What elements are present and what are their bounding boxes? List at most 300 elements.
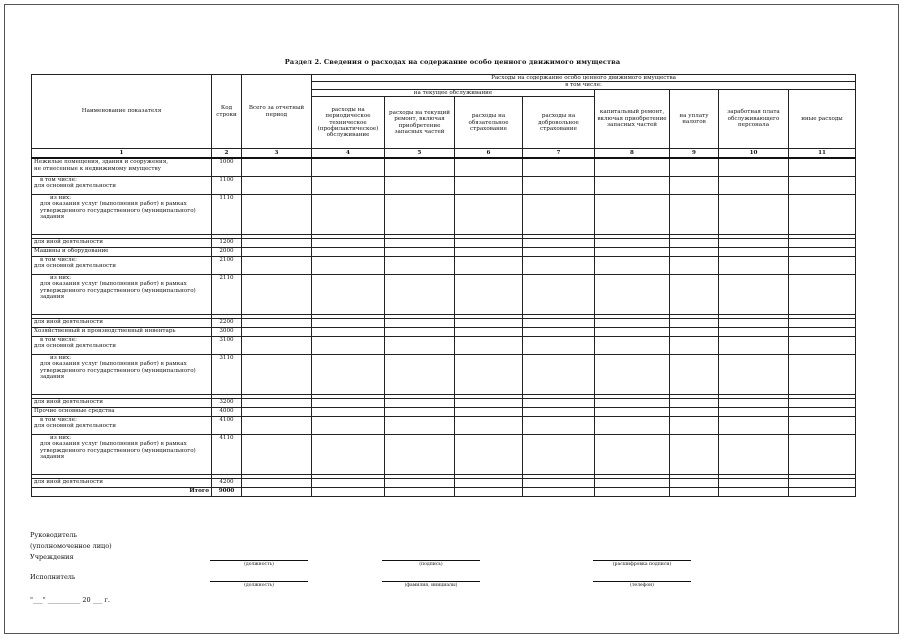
value-cell[interactable] <box>595 398 670 407</box>
value-cell[interactable] <box>670 354 719 394</box>
phone-line[interactable] <box>593 581 691 582</box>
row-code-cell <box>212 158 242 176</box>
value-cell[interactable] <box>719 398 789 407</box>
total-code-cell <box>212 487 242 496</box>
value-cell[interactable] <box>670 318 719 327</box>
value-cell[interactable] <box>242 416 312 434</box>
position-caption: (должность) <box>244 562 274 567</box>
value-cell[interactable] <box>455 407 523 416</box>
row-label-line: для основной деятельности <box>34 343 116 350</box>
column-number: 4 <box>312 149 385 159</box>
row-code-cell <box>212 407 242 416</box>
row-label <box>32 416 212 434</box>
executor-position-line[interactable] <box>210 581 308 582</box>
value-cell[interactable] <box>312 407 385 416</box>
executor-position-caption: (должность) <box>244 583 274 588</box>
value-cell[interactable] <box>242 318 312 327</box>
row-label-line: задания <box>40 214 65 221</box>
value-cell[interactable] <box>242 398 312 407</box>
row-label-line: из них: <box>50 354 72 361</box>
row-code-cell <box>212 256 242 274</box>
value-cell[interactable] <box>595 336 670 354</box>
institution-label: Учреждения <box>30 553 74 561</box>
value-cell[interactable] <box>523 336 595 354</box>
phone-caption: (телефон) <box>630 583 654 588</box>
table-row <box>32 274 856 314</box>
row-label <box>32 238 212 247</box>
value-cell[interactable] <box>385 247 455 256</box>
value-cell[interactable] <box>719 256 789 274</box>
total-value-cell[interactable] <box>719 487 789 496</box>
header-current-maintenance: на текущее обслуживание <box>312 89 595 96</box>
row-label <box>32 318 212 327</box>
value-cell[interactable] <box>385 434 455 474</box>
row-code: 2000 <box>219 247 234 254</box>
row-code: 3200 <box>219 398 234 405</box>
row-label-line: утвержденного государственного (муниципального) <box>40 207 196 214</box>
value-cell[interactable] <box>455 327 523 336</box>
row-label-line: задания <box>40 294 65 301</box>
value-cell[interactable] <box>789 327 856 336</box>
value-cell[interactable] <box>523 327 595 336</box>
value-cell[interactable] <box>385 194 455 234</box>
value-cell[interactable] <box>523 238 595 247</box>
value-cell[interactable] <box>595 478 670 487</box>
value-cell[interactable] <box>670 434 719 474</box>
value-cell[interactable] <box>595 416 670 434</box>
header-col10: заработная плата обслуживающего персонала <box>719 89 789 148</box>
value-cell[interactable] <box>719 158 789 176</box>
value-cell[interactable] <box>312 416 385 434</box>
row-label-line: в том числе: <box>40 176 77 183</box>
value-cell[interactable] <box>312 478 385 487</box>
value-cell[interactable] <box>455 336 523 354</box>
value-cell[interactable] <box>595 318 670 327</box>
row-code: 2110 <box>219 274 234 281</box>
value-cell[interactable] <box>312 158 385 176</box>
row-label-line: Прочие основные средства <box>34 407 115 414</box>
row-label-line: для оказания услуг (выполнения работ) в рамках <box>40 281 187 288</box>
value-cell[interactable] <box>312 354 385 394</box>
head-label: Руководитель <box>30 531 78 539</box>
table-row <box>32 158 856 176</box>
row-code: 2200 <box>219 318 234 325</box>
column-number: 11 <box>789 149 856 159</box>
value-cell[interactable] <box>670 158 719 176</box>
header-col9: на уплату налогов <box>670 89 719 148</box>
value-cell[interactable] <box>595 354 670 394</box>
header-col11: иные расходы <box>789 89 856 148</box>
table-row <box>32 327 856 336</box>
value-cell[interactable] <box>595 247 670 256</box>
value-cell[interactable] <box>312 327 385 336</box>
row-code-cell <box>212 318 242 327</box>
expenses-table <box>31 74 856 497</box>
value-cell[interactable] <box>385 398 455 407</box>
header-col8: капитальный ремонт, включая приобретение запасных частей <box>595 89 670 148</box>
executor-name-line[interactable] <box>382 581 480 582</box>
table-row <box>32 194 856 234</box>
row-code: 4100 <box>219 416 234 423</box>
row-label-line: Машины и оборудование <box>34 247 109 254</box>
row-label-line: из них: <box>50 434 72 441</box>
column-number: 1 <box>32 149 212 159</box>
value-cell[interactable] <box>719 434 789 474</box>
row-code-cell <box>212 416 242 434</box>
table-row <box>32 416 856 434</box>
value-cell[interactable] <box>385 176 455 194</box>
table-row <box>32 398 856 407</box>
value-cell[interactable] <box>789 256 856 274</box>
value-cell[interactable] <box>523 478 595 487</box>
value-cell[interactable] <box>242 176 312 194</box>
date-field[interactable]: "___" __________ 20 ___ г. <box>30 596 110 604</box>
value-cell[interactable] <box>242 194 312 234</box>
total-value-cell[interactable] <box>385 487 455 496</box>
value-cell[interactable] <box>523 407 595 416</box>
row-label-line: для иной деятельности <box>34 398 103 405</box>
value-cell[interactable] <box>670 176 719 194</box>
header-total: Всего за отчетный период <box>242 75 312 149</box>
row-label <box>32 327 212 336</box>
value-cell[interactable] <box>670 416 719 434</box>
section-title: Раздел 2. Сведения о расходах на содержание особо ценного движимого имущества <box>284 58 621 66</box>
value-cell[interactable] <box>719 318 789 327</box>
value-cell[interactable] <box>242 238 312 247</box>
value-cell[interactable] <box>670 327 719 336</box>
value-cell[interactable] <box>523 194 595 234</box>
value-cell[interactable] <box>670 247 719 256</box>
table-row <box>32 407 856 416</box>
value-cell[interactable] <box>523 398 595 407</box>
executor-label: Исполнитель <box>30 573 76 581</box>
value-cell[interactable] <box>242 247 312 256</box>
value-cell[interactable] <box>242 256 312 274</box>
column-number: 9 <box>670 149 719 159</box>
table-row <box>32 176 856 194</box>
header-expenses-group: Расходы на содержание особо ценного движимого имущества <box>312 75 856 82</box>
value-cell[interactable] <box>385 416 455 434</box>
value-cell[interactable] <box>523 247 595 256</box>
value-cell[interactable] <box>242 327 312 336</box>
row-code-cell <box>212 327 242 336</box>
value-cell[interactable] <box>455 256 523 274</box>
table-row <box>32 318 856 327</box>
row-label-line: для основной деятельности <box>34 263 116 270</box>
row-label-line: для основной деятельности <box>34 423 116 430</box>
row-label-line: для оказания услуг (выполнения работ) в рамках <box>40 201 187 208</box>
total-value-cell[interactable] <box>595 487 670 496</box>
table-row <box>32 354 856 394</box>
header-including: в том числе: <box>312 82 856 89</box>
row-code-cell <box>212 176 242 194</box>
value-cell[interactable] <box>455 478 523 487</box>
value-cell[interactable] <box>719 327 789 336</box>
table-row <box>32 256 856 274</box>
value-cell[interactable] <box>670 336 719 354</box>
row-label <box>32 274 212 314</box>
row-label <box>32 407 212 416</box>
head-authorized-label: (уполномоченное лицо) <box>30 542 112 550</box>
value-cell[interactable] <box>595 256 670 274</box>
value-cell[interactable] <box>789 194 856 234</box>
row-code: 4200 <box>219 478 234 485</box>
value-cell[interactable] <box>312 194 385 234</box>
row-label-line: для иной деятельности <box>34 478 103 485</box>
value-cell[interactable] <box>789 478 856 487</box>
row-label <box>32 478 212 487</box>
value-cell[interactable] <box>455 176 523 194</box>
row-code-cell <box>212 478 242 487</box>
row-label <box>32 247 212 256</box>
row-label <box>32 354 212 394</box>
value-cell[interactable] <box>523 318 595 327</box>
value-cell[interactable] <box>455 238 523 247</box>
value-cell[interactable] <box>595 407 670 416</box>
decoding-line[interactable] <box>593 560 691 561</box>
value-cell[interactable] <box>242 274 312 314</box>
total-value-cell[interactable] <box>523 487 595 496</box>
value-cell[interactable] <box>789 158 856 176</box>
total-value-cell[interactable] <box>789 487 856 496</box>
executor-name-caption: (фамилия, инициалы) <box>404 583 458 588</box>
header-indicator: Наименование показателя <box>32 75 212 149</box>
row-label-line: для оказания услуг (выполнения работ) в рамках <box>40 361 187 368</box>
total-label: Итого <box>189 487 209 494</box>
column-numbers-row <box>32 149 856 159</box>
value-cell[interactable] <box>789 354 856 394</box>
row-label-line: утвержденного государственного (муниципального) <box>40 447 196 454</box>
value-cell[interactable] <box>595 194 670 234</box>
row-code: 3110 <box>219 354 234 361</box>
value-cell[interactable] <box>242 158 312 176</box>
row-code: 3000 <box>219 327 234 334</box>
value-cell[interactable] <box>385 327 455 336</box>
row-code-cell <box>212 398 242 407</box>
row-code: 3100 <box>219 336 234 343</box>
row-code-cell <box>212 238 242 247</box>
value-cell[interactable] <box>385 274 455 314</box>
total-value-cell[interactable] <box>242 487 312 496</box>
value-cell[interactable] <box>670 274 719 314</box>
column-number: 6 <box>455 149 523 159</box>
value-cell[interactable] <box>595 238 670 247</box>
row-label-line: для иной деятельности <box>34 238 103 245</box>
decoding-caption: (расшифровка подписи) <box>612 562 672 567</box>
value-cell[interactable] <box>523 158 595 176</box>
value-cell[interactable] <box>595 274 670 314</box>
value-cell[interactable] <box>789 416 856 434</box>
value-cell[interactable] <box>719 247 789 256</box>
signature-line[interactable] <box>382 560 480 561</box>
value-cell[interactable] <box>670 238 719 247</box>
row-label-line: из них: <box>50 274 72 281</box>
column-number: 5 <box>385 149 455 159</box>
total-code: 9000 <box>218 487 235 494</box>
value-cell[interactable] <box>312 274 385 314</box>
value-cell[interactable] <box>312 398 385 407</box>
row-label <box>32 176 212 194</box>
value-cell[interactable] <box>719 354 789 394</box>
row-label-line: задания <box>40 374 65 381</box>
row-label-line: Нежилые помещения, здания и сооружения, <box>34 159 169 166</box>
value-cell[interactable] <box>385 478 455 487</box>
value-cell[interactable] <box>455 274 523 314</box>
value-cell[interactable] <box>523 256 595 274</box>
header-col6: расходы на обязательное страхование <box>455 97 523 149</box>
row-label-line: для оказания услуг (выполнения работ) в рамках <box>40 441 187 448</box>
value-cell[interactable] <box>595 158 670 176</box>
row-label-line: для основной деятельности <box>34 183 116 190</box>
value-cell[interactable] <box>312 336 385 354</box>
row-label-line: в том числе: <box>40 336 77 343</box>
value-cell[interactable] <box>312 247 385 256</box>
row-label-line: задания <box>40 454 65 461</box>
value-cell[interactable] <box>789 407 856 416</box>
row-code-cell <box>212 336 242 354</box>
total-value-cell[interactable] <box>455 487 523 496</box>
value-cell[interactable] <box>595 434 670 474</box>
value-cell[interactable] <box>242 434 312 474</box>
value-cell[interactable] <box>385 318 455 327</box>
table-row <box>32 247 856 256</box>
row-code: 1100 <box>219 176 234 183</box>
value-cell[interactable] <box>670 478 719 487</box>
row-label <box>32 158 212 176</box>
table-row <box>32 434 856 474</box>
value-cell[interactable] <box>670 194 719 234</box>
value-cell[interactable] <box>719 238 789 247</box>
value-cell[interactable] <box>455 318 523 327</box>
row-code-cell <box>212 354 242 394</box>
row-label-line: в том числе: <box>40 416 77 423</box>
position-line[interactable] <box>210 560 308 561</box>
value-cell[interactable] <box>385 407 455 416</box>
row-code-cell <box>212 194 242 234</box>
value-cell[interactable] <box>455 416 523 434</box>
value-cell[interactable] <box>719 407 789 416</box>
value-cell[interactable] <box>385 158 455 176</box>
table-row <box>32 238 856 247</box>
row-label <box>32 194 212 234</box>
value-cell[interactable] <box>789 238 856 247</box>
value-cell[interactable] <box>789 176 856 194</box>
total-label-cell <box>32 487 212 496</box>
row-code-cell <box>212 247 242 256</box>
row-label <box>32 256 212 274</box>
value-cell[interactable] <box>385 256 455 274</box>
row-code-cell <box>212 274 242 314</box>
total-row <box>32 487 856 496</box>
value-cell[interactable] <box>595 327 670 336</box>
value-cell[interactable] <box>242 407 312 416</box>
value-cell[interactable] <box>719 194 789 234</box>
value-cell[interactable] <box>523 274 595 314</box>
row-label <box>32 336 212 354</box>
row-label-line: из них: <box>50 194 72 201</box>
value-cell[interactable] <box>670 256 719 274</box>
value-cell[interactable] <box>789 318 856 327</box>
value-cell[interactable] <box>312 238 385 247</box>
value-cell[interactable] <box>719 176 789 194</box>
value-cell[interactable] <box>719 416 789 434</box>
value-cell[interactable] <box>385 238 455 247</box>
signature-caption: (подпись) <box>419 562 443 567</box>
value-cell[interactable] <box>670 398 719 407</box>
row-label-line: Хозяйственный и производственный инвентарь <box>34 327 176 334</box>
value-cell[interactable] <box>789 398 856 407</box>
value-cell[interactable] <box>719 478 789 487</box>
value-cell[interactable] <box>385 336 455 354</box>
value-cell[interactable] <box>242 336 312 354</box>
column-number: 8 <box>595 149 670 159</box>
header-col4: расходы на периодическое техническое (профилактическое) обслуживание <box>312 97 385 149</box>
table-row <box>32 336 856 354</box>
value-cell[interactable] <box>523 434 595 474</box>
column-number: 7 <box>523 149 595 159</box>
value-cell[interactable] <box>670 407 719 416</box>
row-code: 1000 <box>219 159 234 166</box>
value-cell[interactable] <box>789 274 856 314</box>
row-label-line: в том числе: <box>40 256 77 263</box>
header-code: Код строки <box>212 75 242 149</box>
value-cell[interactable] <box>385 354 455 394</box>
value-cell[interactable] <box>789 434 856 474</box>
value-cell[interactable] <box>455 434 523 474</box>
value-cell[interactable] <box>789 336 856 354</box>
value-cell[interactable] <box>719 274 789 314</box>
value-cell[interactable] <box>312 256 385 274</box>
value-cell[interactable] <box>242 478 312 487</box>
value-cell[interactable] <box>789 247 856 256</box>
column-number: 10 <box>719 149 789 159</box>
value-cell[interactable] <box>455 354 523 394</box>
row-label <box>32 398 212 407</box>
row-code: 1200 <box>219 238 234 245</box>
value-cell[interactable] <box>455 247 523 256</box>
row-code-cell <box>212 434 242 474</box>
total-value-cell[interactable] <box>670 487 719 496</box>
row-code: 4000 <box>219 407 234 414</box>
table-body <box>32 158 856 496</box>
value-cell[interactable] <box>455 194 523 234</box>
column-number: 3 <box>242 149 312 159</box>
row-code: 4110 <box>219 434 234 441</box>
value-cell[interactable] <box>595 176 670 194</box>
value-cell[interactable] <box>455 398 523 407</box>
value-cell[interactable] <box>523 416 595 434</box>
value-cell[interactable] <box>242 354 312 394</box>
value-cell[interactable] <box>719 336 789 354</box>
table-row <box>32 478 856 487</box>
row-label-line: утвержденного государственного (муниципального) <box>40 367 196 374</box>
row-code: 1110 <box>219 194 234 201</box>
value-cell[interactable] <box>312 318 385 327</box>
total-value-cell[interactable] <box>312 487 385 496</box>
row-label-line: не отнесенные к недвижимому имуществу <box>34 165 161 172</box>
value-cell[interactable] <box>523 354 595 394</box>
row-label-line: для иной деятельности <box>34 318 103 325</box>
value-cell[interactable] <box>312 434 385 474</box>
column-number: 2 <box>212 149 242 159</box>
value-cell[interactable] <box>312 176 385 194</box>
row-label-line: утвержденного государственного (муниципального) <box>40 287 196 294</box>
header-col7: расходы на добровольное страхование <box>523 97 595 149</box>
value-cell[interactable] <box>523 176 595 194</box>
header-col5: расходы на текущий ремонт, включая приобретение запасных частей <box>385 97 455 149</box>
row-code: 2100 <box>219 256 234 263</box>
value-cell[interactable] <box>455 158 523 176</box>
